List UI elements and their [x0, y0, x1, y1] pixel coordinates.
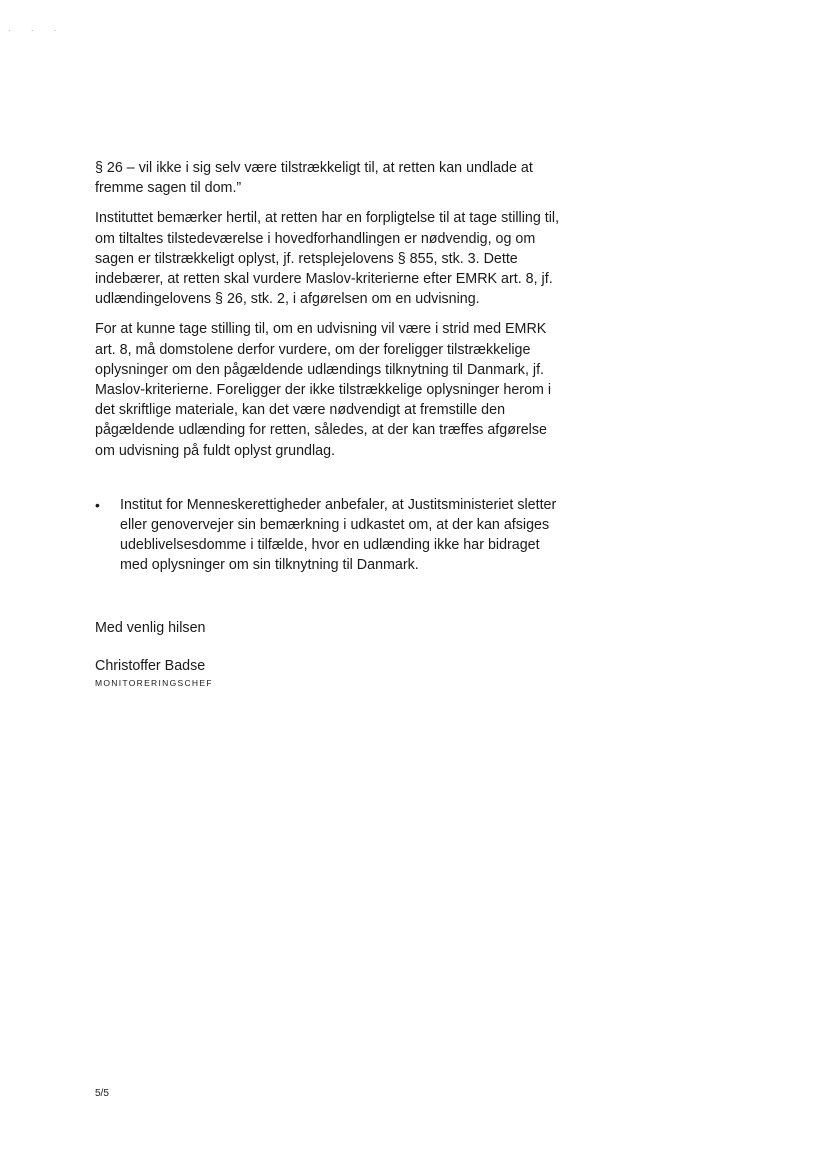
bullet-icon: •	[95, 496, 100, 513]
closing-greeting: Med venlig hilsen	[95, 619, 206, 636]
signer-name: Christoffer Badse	[95, 657, 206, 674]
paragraph-court-obligation: Instituttet bemærker hertil, at retten har en forpligtelse til at tage stilling til, om tiltaltes tilstedeværelse i hovedforhandlingen er nødvendig, og om sagen er tilstrækkeligt oplyst, jf. retsplejelovens § 855, stk. 3. Dette indebærer, at retten skal vurdere Maslov-kriterierne efter EMRK art. 8, jf. udlændingelovens § 26, stk. 2, i afgørelsen om en udvisning.	[95, 210, 560, 308]
recommendation-text: Institut for Menneskerettigheder anbefaler, at Justitsministeriet sletter eller genovervejer sin bemærkning i udkastet om, at der kan afsiges udeblivelsesdomme i tilfælde, hvor en udlænding ikke har bidraget med oplysninger om sin tilknytning til Danmark.	[120, 496, 557, 574]
scan-marks: · · ·	[8, 26, 66, 35]
letter-body	[95, 158, 570, 688]
page-number: 5/5	[95, 1088, 109, 1099]
recommendation-list	[95, 495, 570, 576]
recommendation-item	[95, 495, 570, 576]
paragraph-emrk-assessment: For at kunne tage stilling til, om en udvisning vil være i strid med EMRK art. 8, må domstolene derfor vurdere, om der foreligger tilstrækkelige oplysninger om den pågældende udlændings tilknytning til Danmark, jf. Maslov-kriterierne. Foreligger der ikke tilstrækkelige oplysninger herom i det skriftlige materiale, kan det være nødvendigt at fremstille den pågældende udlænding for retten, således, at der kan træffes afgørelse om udvisning på fuldt oplyst grundlag.	[95, 321, 552, 459]
signer-title: MONITORERINGSCHEF	[95, 678, 213, 689]
paragraph-quote-end: § 26 – vil ikke i sig selv være tilstrækkeligt til, at retten kan undlade at fremme sagen til dom.”	[95, 160, 533, 197]
